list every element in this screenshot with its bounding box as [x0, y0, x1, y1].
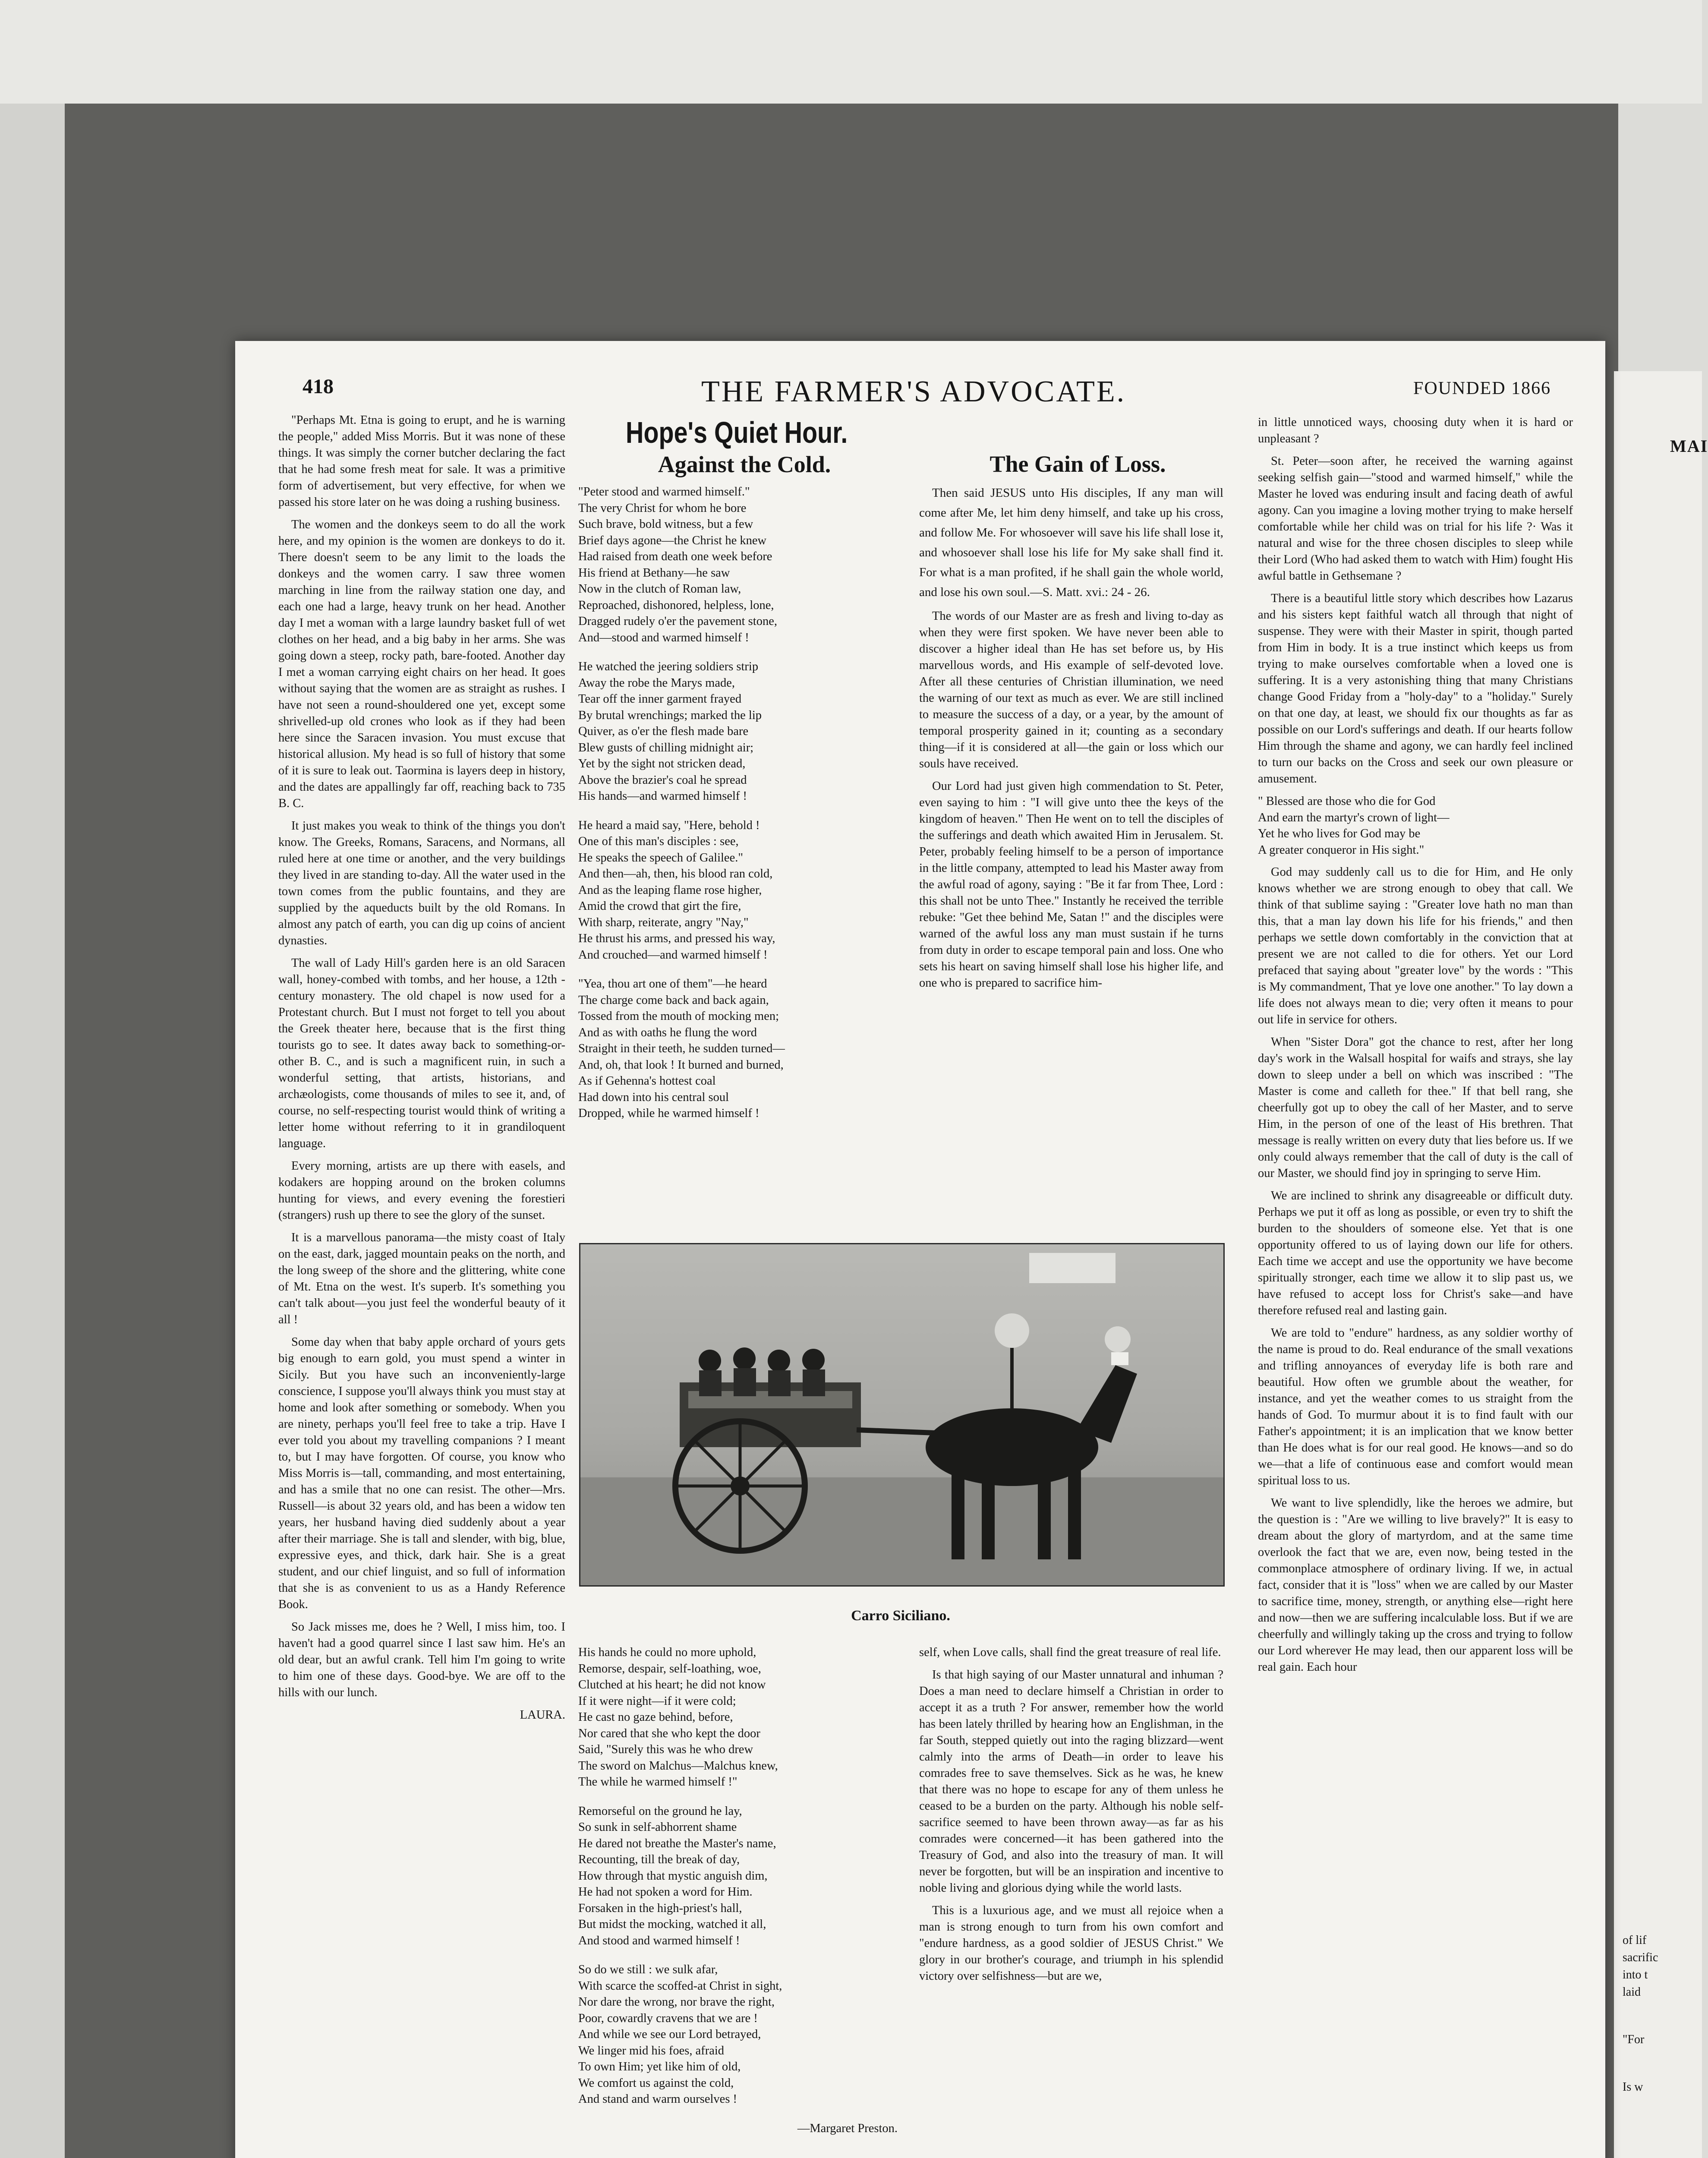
paragraph: There is a beautiful little story which describes how Lazarus and his sisters kept faithful watch all through that night of suspense. They were with their Master in spirit, though parted from Him in body. It is a true instinct which keeps us from trying to make ourselves comfortable when a loved one is suffering. It is a very astonishing thing that many Christians change Good Friday from a "holy-day" to a "holiday." Surely on that one day, at least, we should fix our thoughts as far as possible on our Lord's sufferings and death. If our hearts follow Him through the shame and agony, we can hardly feel inclined to turn our backs on the Cross and seek our own pleasure or amusement.	[1258, 592, 1573, 786]
paragraph: We are inclined to shrink any disagreeable or difficult duty. Perhaps we put it off as long as possible, or even try to shift the burden to the shoulders of someone else. Yet that is one opportunity offered to us of laying down our life for others. Each time we accept and use the opportunity we have become spiritually stronger, each time we allow it to slip past us, we have refused to accept loss for Christ's sake—and have therefore refused real and lasting gain.	[1258, 1189, 1573, 1317]
paragraph: St. Peter—soon after, he received the warning against seeking selfish gain—"stood and warmed himself," while the Master he loved was enduring insult and facing death of awful agony. Can you imagine a loving mother trying to make herself comfortable while her child was on trial for his life ?· Was it natural and wise for the three chosen disciples to sleep while their Lord (Who had asked them to watch with Him) fought His awful battle in Gethsemane ?	[1258, 454, 1573, 583]
newspaper-page	[235, 341, 1605, 2158]
photo-caption: Carro Siciliano.	[851, 1608, 950, 1624]
section-heading: Hope's Quiet Hour.	[626, 416, 848, 449]
column-poem-continued	[578, 1644, 898, 2143]
paragraph: We want to live splendidly, like the heroes we admire, but the question is : "Are we willing to live bravely?" It is easy to dream about the glory of martyrdom, and at the same time overlook the fact that we are, even now, being tested in the commonplace atmosphere of ordinary living. If we, in actual fact, consider that it is "loss" when we are called by our Master to sacrifice time, money, strength, or anything else—right here and now—then we are suffering incalculable loss. But if we are cheerfully and willingly taking up the cross and trying to follow our Lord wherever He may lead, then our apparent loss will be real gain. Each hour	[1258, 1496, 1573, 1674]
paragraph: in little unnoticed ways, choosing duty when it is hard or unpleasant ?	[1258, 416, 1573, 445]
adjacent-page-line: "For	[1623, 2033, 1645, 2046]
paragraph: When "Sister Dora" got the chance to rest, after her long day's work in the Walsall hospital for waifs and strays, she lay down to sleep under a bell on which was inscribed : "The Master is come and calleth for thee." If that bell rang, she cheerfully got up to obey the call of her Master, and to serve Him, in the person of one of the least of His brethren. That message is really written on every duty that lies before us. If we only could always remember that the call of duty is the call of our Master, we should find joy in springing to serve Him.	[1258, 1035, 1573, 1180]
paragraph: "Perhaps Mt. Etna is going to erupt, and he is warning the people," added Miss Morris. But it was none of these things. It was simply the corner butcher declaring the fact that he had some fresh meat for sale. It was a primitive form of advertisement, but very effective, for when we passed his store later on he was doing a rushing business.	[278, 413, 565, 509]
poem-stanza: Remorseful on the ground he lay, So sunk in self-abhorrent shame He dared not breathe the Master's name, Recounting, till the break of day, How through that mystic anguish dim, He had not spoken a word for Him. Forsaken in the high-priest's hall, But midst the mocking, watched it all, And stood and warmed himself !	[578, 1804, 776, 1947]
paragraph: This is a luxurious age, and we must all rejoice when a man is strong enough to turn from his own comfort and "endure hardness, as a good soldier of JESUS Christ." We glory in our brother's courage, and triumph in his splendid victory over selfishness—but are we,	[919, 1904, 1223, 1983]
photo-illustration	[580, 1244, 1223, 1585]
masthead	[235, 375, 1605, 409]
paragraph: It just makes you weak to think of the things you don't know. The Greeks, Romans, Saracens, and Normans, all ruled here at one time or another, and the very buildings they lived in are standing to-day. All the water used in the town comes from the public fountains, and they are supplied by the aqueducts built by the old Romans. In almost any patch of earth, you can dig up coins of ancient dynasties.	[278, 819, 565, 947]
newspaper-title: THE FARMER'S ADVOCATE.	[701, 375, 1126, 408]
adjacent-page-line: of lif	[1623, 1934, 1647, 1947]
column-sermon-continued	[919, 1644, 1223, 1991]
poem-stanza: His hands he could no more uphold, Remorse, despair, self-loathing, woe, Clutched at his heart; he did not know If it were night—if it were cold; He cast no gaze behind, before, Nor cared that she who kept the door Said, "Surely this was he who drew The sword on Malchus—Malchus knew, The while he warmed himself !"	[578, 1646, 778, 1789]
paragraph: God may suddenly call us to die for Him, and He only knows whether we are strong enough to obey that call. We think of that sublime saying : "Greater love hath no man than this, that a man lay down his life for his friends," and then perhaps we settle down comfortably in the conviction that at present we are not called to die for others. Yet our Lord prefaced that saying about "greater love" by the words : "This is My commandment, That ye love one another." To lay down a life does not always mean to die; very often it means to pour out life in service for others.	[1258, 865, 1573, 1026]
scanner-margin-top	[0, 0, 1702, 104]
paragraph: It is a marvellous panorama—the misty coast of Italy on the east, dark, jagged mountain peaks on the north, and the long sweep of the shore and the glittering, white cone of Mt. Etna on the west. It's superb. It's something you can't talk about—you just feel the wonderful beauty of it all !	[278, 1231, 565, 1326]
paragraph: The wall of Lady Hill's garden here is an old Saracen wall, honey-combed with tombs, and her house, a 12th - century monastery. The old chapel is now used for a Protestant church. But I must not forget to tell you about the Greek theater here, because that is the first thing tourists go to see. It dates away back to something-or-other B. C., and is such a magnificent ruin, in such a wonderful setting, that artists, historians, and archæologists, come thousands of miles to see it, and, of course, no self-respecting tourist would think of writing a letter home without referring to it in grandiloquent language.	[278, 956, 565, 1150]
poem-title: Against the Cold.	[658, 451, 831, 477]
signature: LAURA.	[520, 1708, 565, 1722]
paragraph: Every morning, artists are up there with easels, and kodakers are hopping around on the broken columns hunting for views, and every evening the forestieri (strangers) rush up there to see the glory of the sunset.	[278, 1159, 565, 1222]
quoted-verse: " Blessed are those who die for God And earn the martyr's crown of light— Yet he who lives for God may be A greater conqueror in His sight."	[1258, 795, 1450, 857]
page-number: 418	[303, 375, 334, 398]
column-sermon	[919, 451, 1223, 997]
paragraph: self, when Love calls, shall find the great treasure of real life.	[919, 1646, 1221, 1659]
column-poem	[578, 451, 898, 1135]
poem-stanza: He watched the jeering soldiers strip Away the robe the Marys made, Tear off the inner garment frayed By brutal wrenchings; marked the lip Quiver, as o'er the flesh made bare Blew gusts of chilling midnight air; Yet by the sight not stricken dead, Above the brazier's coal he spread His hands—and warmed himself !	[578, 660, 762, 803]
paragraph: Is that high saying of our Master unnatural and inhuman ? Does a man need to declare himself a Christian in order to accept it as a truth ? For answer, remember how the world has been lately thrilled by hearing how an Englishman, in the far South, stepped quietly out into the raging blizzard—went calmly into the arms of Death—in order to leave his comrades free to save themselves. Sick as he was, he knew that there was no hope to escape for any of them unless he ceased to be a burden on the party. Although his noble self-sacrifice seemed to have been thrown away—as far as his comrades were concerned—it has been gathered into the Treasury of God, and also into the treasury of man. It will never be forgotten, but will be an inspiration and incentive to noble living and glorious dying while the world lasts.	[919, 1668, 1223, 1895]
paragraph: Some day when that baby apple orchard of yours gets big enough to earn gold, you must spend a winter in Sicily. But you have such an inconveniently-large conscience, I suppose you'll always think you must stay at home and look after something or somebody. When you are ninety, perhaps you'll feel free to take a trip. Have I ever told you about my travelling companions ? I meant to, but I may have forgotten. Of course, you know who Miss Morris is—tall, commanding, and most entertaining, and has a smile that no one can resist. The other—Mrs. Russell—is about 32 years old, and has been a widow ten years, her husband having died suddenly about a year after their marriage. She is tall and slender, with big, blue, expressive eyes, and thick, dark hair. She is a great student, and our chief linguist, and so full of information that she is as convenient to us as a Handy Reference Book.	[278, 1335, 565, 1611]
adjacent-page	[1614, 371, 1708, 2158]
poem-stanza: "Yea, thou art one of them"—he heard The charge come back and back again, Tossed from the mouth of mocking men; And as with oaths he flung the word Straight in their teeth, he sudden turned— And, oh, that look ! It burned and burned, As if Gehenna's hottest coal Had down into his central soul Dropped, while he warmed himself !	[578, 977, 785, 1120]
poem-stanza: "Peter stood and warmed himself." The very Christ for whom he bore Such brave, bold witness, but a few Brief days agone—the Christ he knew Had raised from death one week before His friend at Bethany—he saw Now in the clutch of Roman law, Reproached, dishonored, helpless, lone, Dragged rudely o'er the pavement stone, And—stood and warmed himself !	[578, 485, 777, 644]
adjacent-page-line: laid	[1623, 1985, 1641, 1999]
founded-date: FOUNDED 1866	[1413, 379, 1551, 398]
scripture-quote: Then said JESUS unto His disciples, If any man will come after Me, let him deny himself, and take up his cross, and follow Me. For whosoever will save his life shall lose it, and whosoever shall lose his life for My sake shall find it. For what is a man profited, if he shall gain the whole world, and lose his own soul.—S. Matt. xvi.: 24 - 26.	[919, 486, 1223, 599]
adjacent-page-line: Is w	[1623, 2080, 1643, 2094]
paragraph: So Jack misses me, does he ? Well, I miss him, too. I haven't had a good quarrel since I last saw him. He's an old dear, but an awful crank. Tell him I'm going to write to him one of these days. Good-bye. We are off to the hills with our lunch.	[278, 1620, 565, 1699]
paragraph: The women and the donkeys seem to do all the work here, and my opinion is the women are donkeys to do it. There doesn't seem to be any limit to the loads the donkeys and the women carry. I saw three women marching in line from the railway station one day, and each one had a large, heavy trunk on her head. Another day I met a woman with a large laundry basket full of wet clothes on her head, and a big baby in her arms. She was going down a steep, rocky path, bare-footed. Another day I met a woman carrying eight chairs on her head. It goes without saying that the women are as straight as rushes. I have not seen a round-shouldered one yet, except some shrivelled-up old crones who look as if they had been here since the Saracen invasion. You must excuse that historical allusion. My head is so full of history that some of it is sure to leak out. Taormina is layers deep in history, and the dates are appallingly far off, reaching back to 735 B. C.	[278, 518, 565, 810]
adjacent-page-line: sacrific	[1623, 1951, 1658, 1964]
adjacent-page-line: into t	[1623, 1968, 1648, 1981]
scanner-margin-left	[0, 0, 65, 2158]
column-letter	[278, 412, 565, 1729]
paragraph: Our Lord had just given high commendation to St. Peter, even saying to him : "I will give unto thee the keys of the kingdom of heaven." Then He went on to tell the disciples of the sufferings and death which awaited Him in Jerusalem. St. Peter, probably feeling himself to be a person of importance in the little company, attempted to lead his Master away from the awful road of agony, saying : "Be it far from Thee, Lord : this shall not be unto Thee." Instantly he received the terrible rebuke: "Get thee behind Me, Satan !" and the disciples were warned of the awful loss any man must sustain if he turns from duty in order to escape temporal pain and loss. One who sets his heart on saving himself shall lose his higher life, and one who is prepared to sacrifice him-	[919, 779, 1223, 990]
poem-stanza: He heard a maid say, "Here, behold ! One of this man's disciples : see, He speaks the speech of Galilee." And then—ah, then, his blood ran cold, And as the leaping flame rose higher, Amid the crowd that girt the fire, With sharp, reiterate, angry "Nay," He thrust his arms, and pressed his way, And crouched—and warmed himself !	[578, 818, 775, 962]
column-sermon-right	[1258, 414, 1573, 1682]
poem-stanza: So do we still : we sulk afar, With scarce the scoffed-at Christ in sight, Nor dare the wrong, nor brave the right, Poor, cowardly cravens that we are ! And while we see our Lord betrayed, We linger mid his foes, afraid To own Him; yet like him of old, We comfort us against the cold, And stand and warm ourselves !	[578, 1963, 782, 2106]
paragraph: The words of our Master are as fresh and living to-day as when they were first spoken. We have never been able to discover a higher ideal than He has set before us, by His marvellous words, and His example of self-devoted love. After all these centuries of Christian illumination, we need the warning of our text as much as ever. We are still inclined to measure the success of a day, or a year, by the amount of temporal prosperity gained in it; counting as a secondary thing—if it is considered at all—the gain or loss which our souls have received.	[919, 609, 1223, 770]
adjacent-page-head: MAI	[1670, 436, 1708, 456]
article-heading: The Gain of Loss.	[990, 451, 1166, 477]
paragraph: We are told to "endure" hardness, as any soldier worthy of the name is proud to do. Real endurance of the small vexations and trifling annoyances of everyday life is both rare and beautiful. How often we grumble about the weather, for instance, and yet the weather comes to us straight from the hands of God. To murmur about it is to find fault with our Father's appointment; it is an implication that we know better than He does what is for our real good. He knows—and so do we—that a life of continuous ease and comfort would mean spiritual loss to us.	[1258, 1326, 1573, 1487]
horse-cart-photo	[579, 1243, 1225, 1587]
poem-author: —Margaret Preston.	[797, 2121, 898, 2135]
